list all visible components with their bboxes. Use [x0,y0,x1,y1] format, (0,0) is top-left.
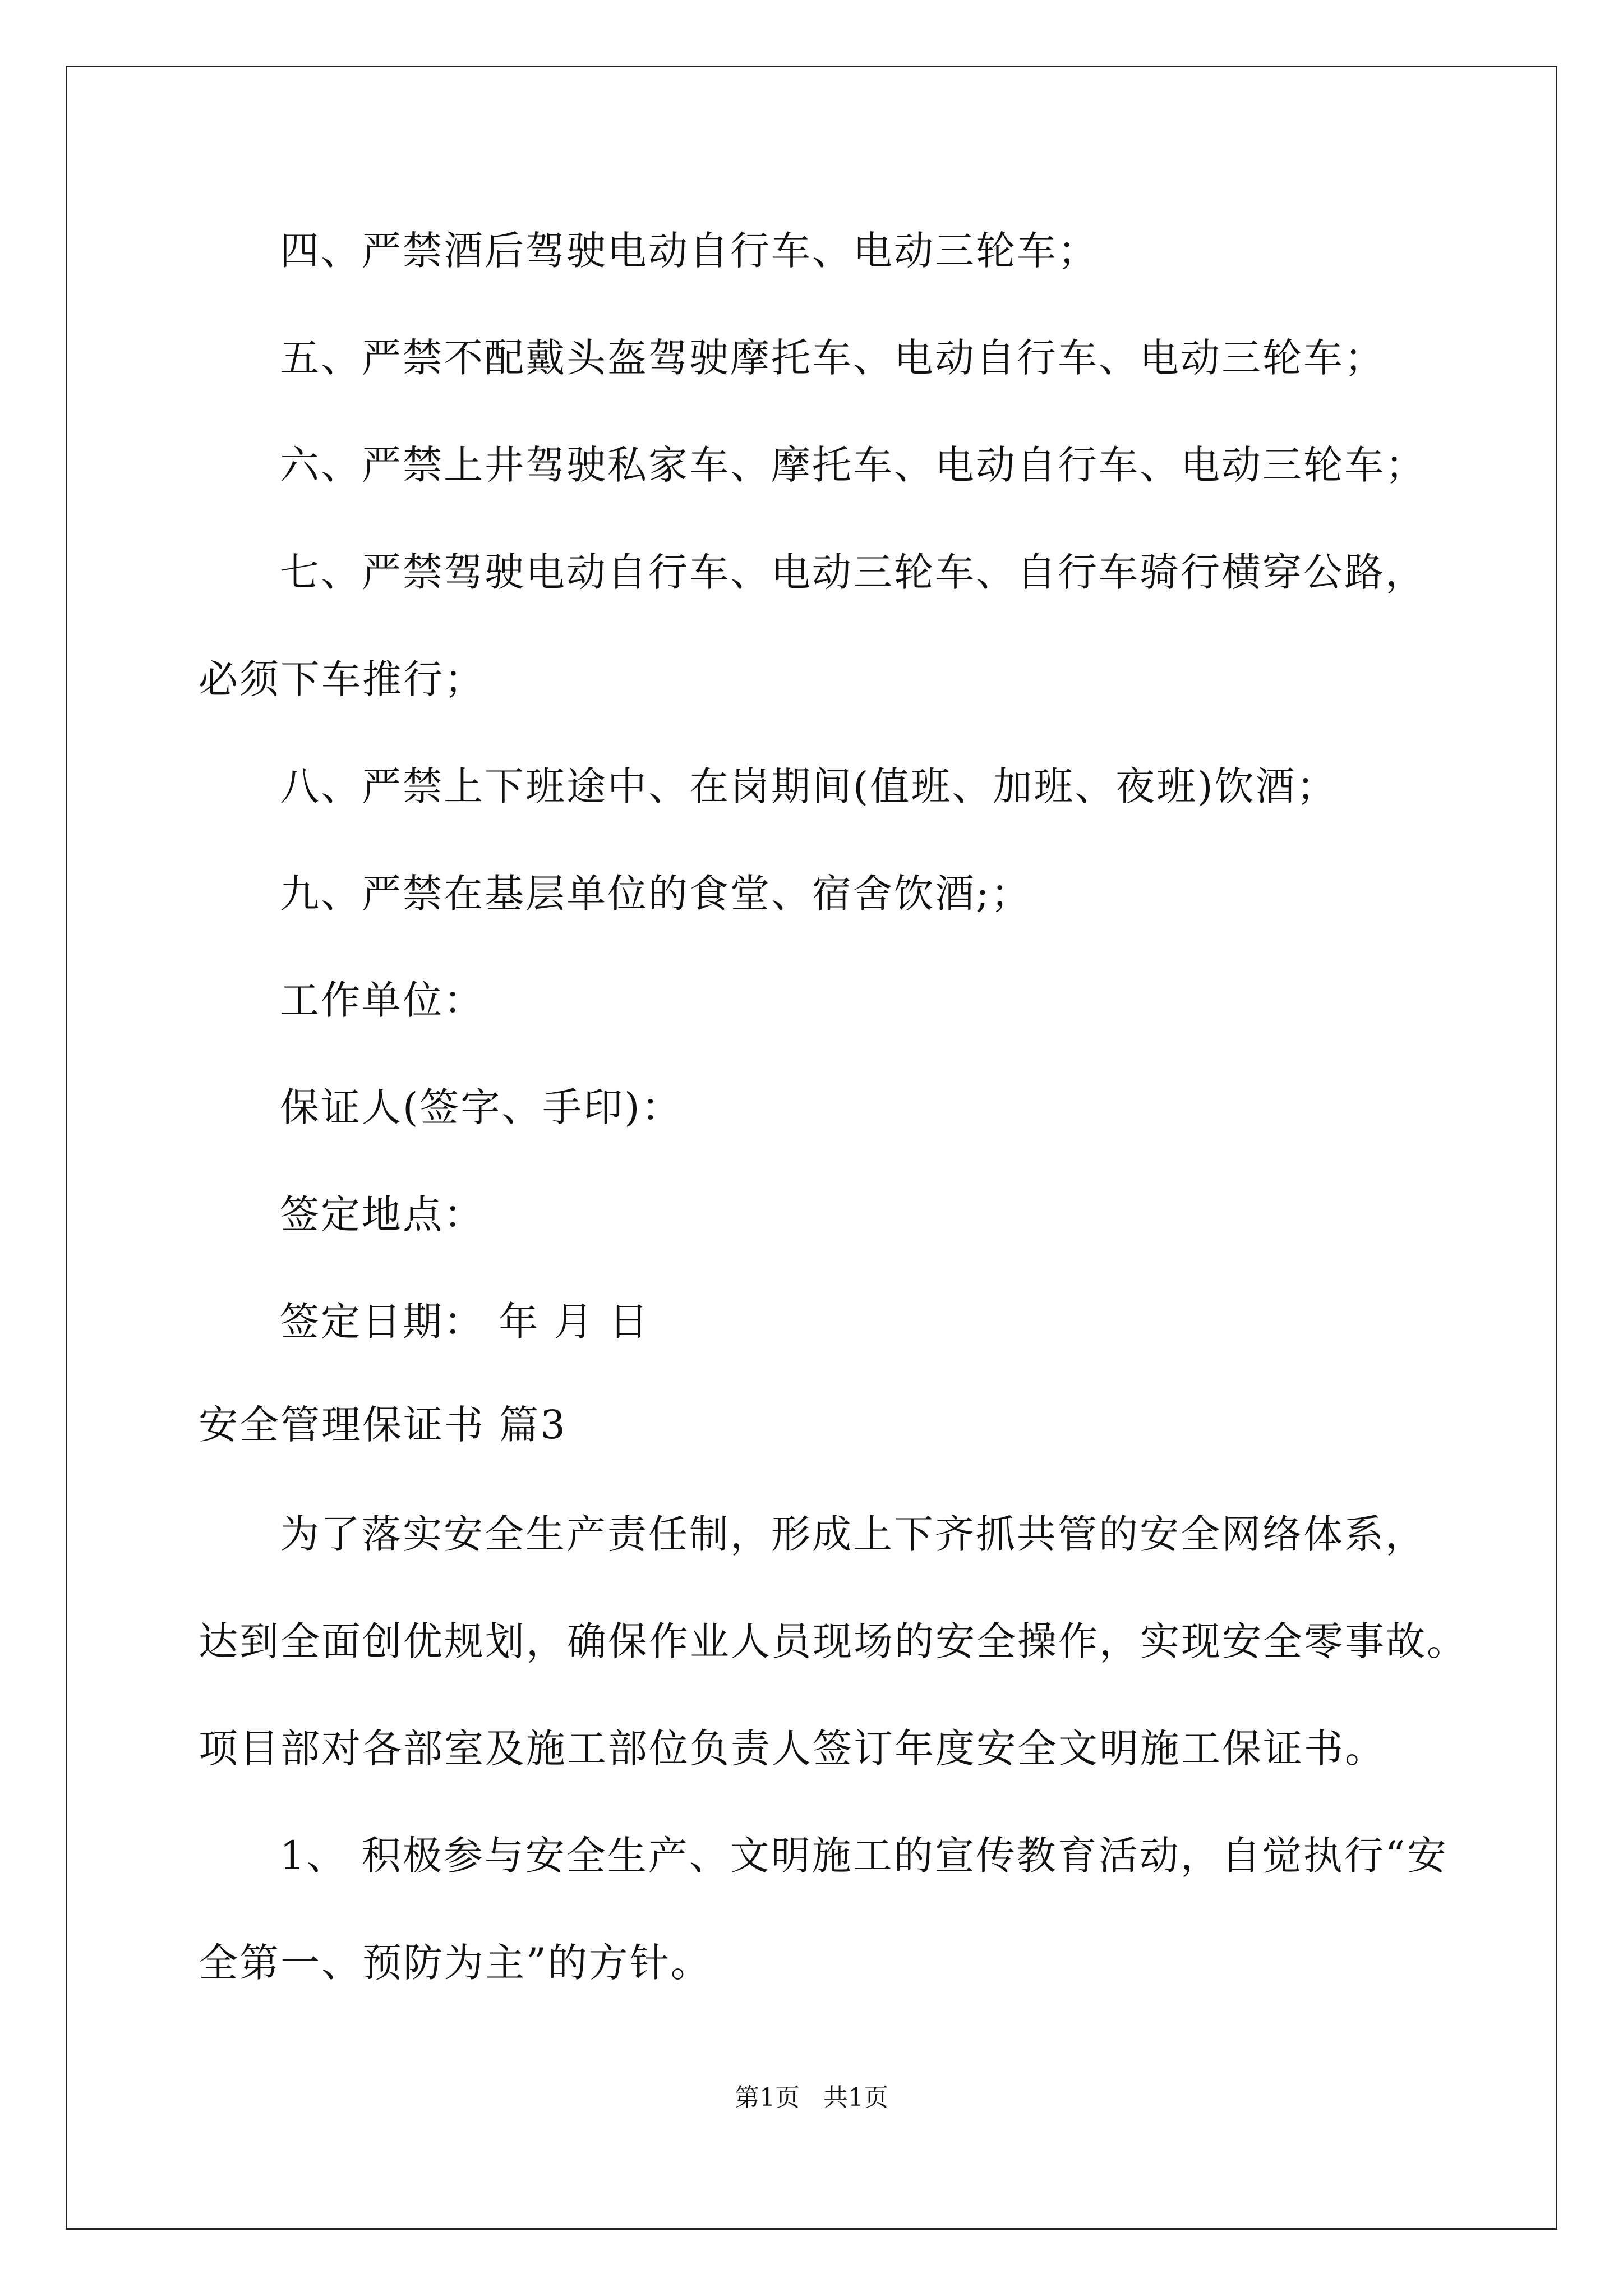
signing-date-field: 签定日期： 年 月 日 [280,1299,650,1345]
intro-line-3: 项目部对各部室及施工部位负责人签订年度安全文明施工保证书。 [199,1726,1386,1772]
rule-8: 八、严禁上下班途中、在岗期间(值班、加班、夜班)饮酒； [280,763,1338,809]
page-footer: 第1页 共1页 [735,2083,888,2112]
item-1-line-1: 1、 积极参与安全生产、文明施工的宣传教育活动，自觉执行“安 [280,1833,1448,1879]
rule-5: 五、严禁不配戴头盔驾驶摩托车、电动自行车、电动三轮车； [280,335,1385,381]
guarantor-field: 保证人(签字、手印)： [280,1084,683,1130]
intro-line-2: 达到全面创优规划，确保作业人员现场的安全操作，实现安全零事故。 [199,1618,1468,1664]
signing-place-field: 签定地点： [280,1191,485,1237]
page-border [66,66,1557,2230]
work-unit-field: 工作单位： [280,977,485,1023]
rule-4: 四、严禁酒后驾驶电动自行车、电动三轮车； [280,228,1099,274]
rule-6: 六、严禁上井驾驶私家车、摩托车、电动自行车、电动三轮车； [280,442,1426,488]
intro-line-1: 为了落实安全生产责任制，形成上下齐抓共管的安全网络体系， [280,1511,1426,1557]
rule-7-continued: 必须下车推行； [199,656,485,702]
section-heading: 安全管理保证书 篇3 [199,1402,567,1448]
rule-9: 九、严禁在基层单位的食堂、宿舍饮酒;； [280,871,1032,917]
rule-7: 七、严禁驾驶电动自行车、电动三轮车、自行车骑行横穿公路， [280,549,1426,595]
item-1-line-2: 全第一、预防为主”的方针。 [199,1940,712,1986]
